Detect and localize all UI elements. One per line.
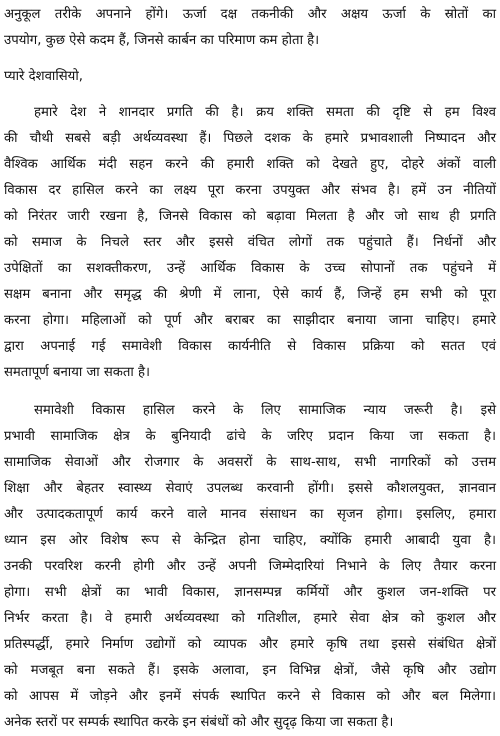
text-line: को मजबूत बना सकते हैं। इसके अलावा, इन विभिन्न क्षेत्रों, जैसे कृषि और उद्योग (4, 663, 496, 678)
text-line: वैश्विक आर्थिक मंदी सहन करने की हमारी शक्ति को देखते हुए, दोहरे अंकों वाली (4, 157, 496, 172)
text-line: अनेक स्तरों पर सम्पर्क स्थापित करके इन संबंधों को और सुदृढ़ किया जा सकता है। (4, 715, 394, 730)
text-line: प्रतिस्पर्द्धी, हमारे निर्माण उद्योगों को व्यापक और हमारे कृषि तथा इससे संबंधित क्षेत्रों (4, 637, 496, 652)
text-line: समतापूर्ण बनाया जा सकता है। (4, 365, 151, 380)
text-line: करना होगा। महिलाओं को पूर्ण और बराबर का साझीदार बनाया जाना चाहिए। हमारे (4, 313, 496, 328)
salutation: प्यारे देशवासियो, (4, 69, 83, 84)
paragraph-first-line: हमारे देश ने शानदार प्रगति की है। क्रय शक्ति समता की दृष्टि से हम विश्व (34, 105, 496, 120)
text-line: और उत्पादकतापूर्ण कार्य करने वाले मानव संसाधन का सृजन होगा। इसलिए, हमारा (4, 507, 496, 522)
text-line: की चौथी सबसे बड़ी अर्थव्यवस्था हैं। पिछले दशक के हमारे प्रभावशाली निष्पादन और (4, 131, 496, 146)
paragraph-first-line: समावेशी विकास हासिल करने के लिए सामाजिक न्याय जरूरी है। इसे (34, 403, 496, 418)
text-line: द्वारा अपनाई गई समावेशी विकास कार्यनीति से विकास प्रक्रिया को सतत एवं (4, 339, 496, 354)
text-line: होगा। सभी क्षेत्रों का भावी विकास, ज्ञानसम्पन्न कर्मियों और कुशल जन-शक्ति पर (4, 585, 496, 600)
text-line: सामाजिक सेवाओं और रोजगार के अवसरों के साथ-साथ, सभी नागरिकों को उत्तम (4, 455, 496, 470)
text-line: सक्षम बनाना और समृद्ध की श्रेणी में लाना, ऐसे कार्य हैं, जिन्हें हम सभी को पूरा (4, 287, 496, 302)
text-line: को निरंतर जारी रखना है, जिनसे विकास को बढ़ावा मिलता है और जो साथ ही प्रगति (4, 209, 496, 224)
text-line: शिक्षा और बेहतर स्वास्थ्य सेवाएं उपलब्ध करवानी होंगी। इससे कौशलयुक्त, ज्ञानवान (4, 481, 496, 496)
text-line: अनुकूल तरीके अपनाने होंगे। ऊर्जा दक्ष तकनीकी और अक्षय ऊर्जा के स्रोतों का (4, 7, 496, 22)
text-line: निर्भर करता है। वे हमारी अर्थव्यवस्था को गतिशील, हमारे सेवा क्षेत्र को कुशल और (4, 611, 496, 626)
text-line: उनकी परवरिश करनी होगी और उन्हें अपनी जिम्मेदारियां निभाने के लिए तैयार करना (4, 559, 496, 574)
text-line: को आपस में जोड़ने और इनमें संपर्क स्थापित करने से विकास को और बल मिलेगा। (4, 689, 496, 704)
text-line: ध्यान इस ओर विशेष रूप से केन्द्रित होना चाहिए, क्योंकि हमारी आबादी युवा है। (4, 533, 496, 548)
text-line: उपेक्षितों का सशक्तीकरण, उन्हें आर्थिक विकास के उच्च सोपानों तक पहुंचने में (4, 261, 496, 276)
text-line: प्रभावी सामाजिक क्षेत्र के बुनियादी ढांचे के जरिए प्रदान किया जा सकता है। (4, 429, 496, 444)
text-line: विकास दर हासिल करने का लक्ष्य पूरा करना उपयुक्त और संभव है। हमें उन नीतियों (4, 183, 496, 198)
text-line: को समाज के निचले स्तर और इससे वंचित लोगों तक पहुंचाते हैं। निर्धनों और (4, 235, 496, 250)
document-page (4, 2, 496, 730)
text-line: उपयोग, कुछ ऐसे कदम हैं, जिनसे कार्बन का परिमाण कम होता है। (4, 33, 320, 48)
